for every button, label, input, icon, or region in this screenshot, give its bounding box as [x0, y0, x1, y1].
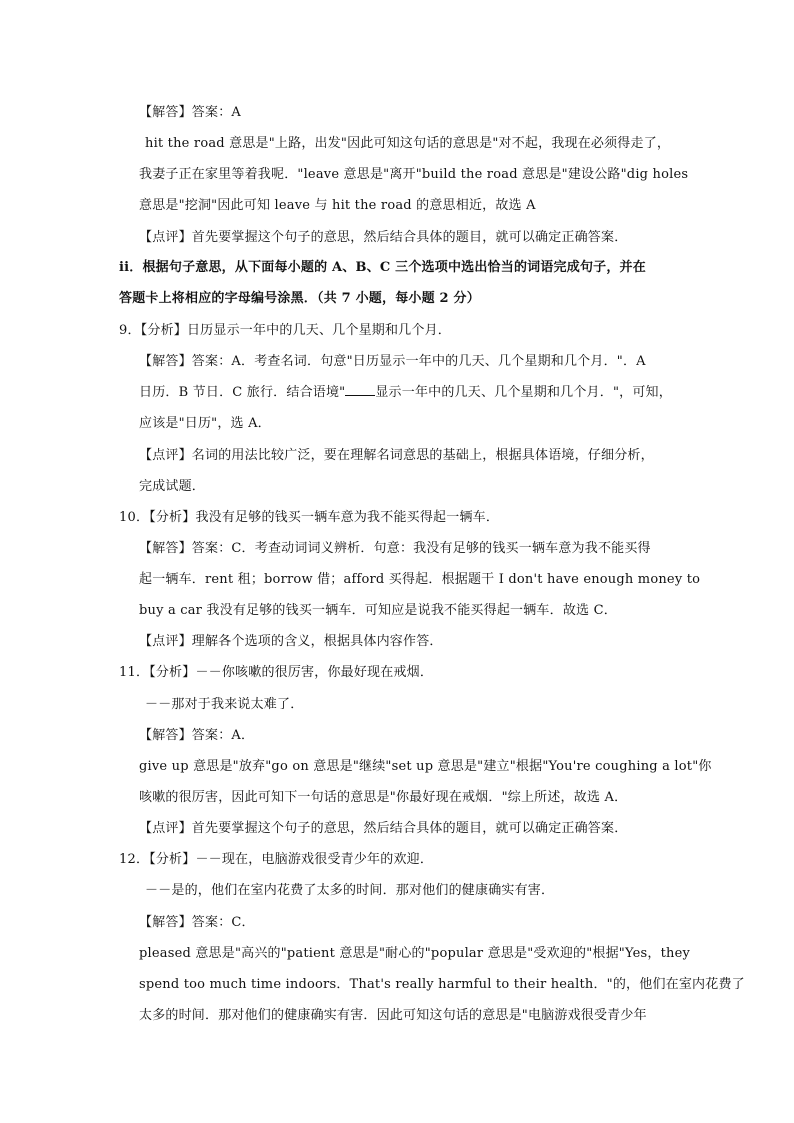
question-analysis: 9．【分析】日历显示一年中的几天、几个星期和几个月．	[119, 323, 451, 338]
answer-line: 【解答】答案：C．	[139, 915, 255, 930]
dialogue-line: －－是的，他们在室内花费了太多的时间．那对他们的健康确实有害．	[145, 883, 555, 898]
answer-line: 【解答】答案：A．	[139, 728, 255, 743]
comment-line: 【点评】理解各个选项的含义，根据具体内容作答．	[139, 634, 443, 649]
question-analysis: 10．【分析】我没有足够的钱买一辆车意为我不能买得起一辆车．	[119, 510, 500, 525]
question-analysis: 12．【分析】－－现在，电脑游戏很受青少年的欢迎．	[119, 852, 434, 867]
explanation-line: 太多的时间．那对他们的健康确实有害．因此可知这句话的意思是"电脑游戏很受青少年	[139, 1008, 647, 1023]
explanation-line: give up 意思是"放弃"go on 意思是"继续"set up 意思是"建立"根据"You're coughing a lot"你	[139, 759, 712, 774]
explanation-line: 起一辆车．rent 租；borrow 借；afford 买得起．根据题干 I don't have enough money to	[139, 572, 701, 587]
section-heading: ii．根据句子意思，从下面每小题的 A、B、C 三个选项中选出恰当的词语完成句子，并在	[119, 260, 646, 275]
answer-line: 【解答】答案：A．考查名词．句意"日历显示一年中的几天、几个星期和几个月．"．A	[139, 354, 646, 369]
explanation-line: hit the road 意思是"上路，出发"因此可知这句话的意思是"对不起，我现在必须得走了，	[145, 136, 671, 151]
explanation-line: 我妻子正在家里等着我呢．"leave 意思是"离开"build the road 意思是"建设公路"dig holes	[139, 167, 689, 182]
explanation-text: 日历．B 节日．C 旅行．结合语境"	[139, 385, 346, 400]
dialogue-line: －－那对于我来说太难了．	[145, 697, 304, 712]
comment-line: 完成试题．	[139, 479, 206, 494]
blank-underline	[345, 383, 375, 396]
answer-line: 【解答】答案：C．考查动词词义辨析．句意：我没有足够的钱买一辆车意为我不能买得	[139, 541, 651, 556]
explanation-line: 咳嗽的很厉害，因此可知下一句话的意思是"你最好现在戒烟．"综上所述，故选 A．	[139, 790, 628, 805]
explanation-line	[139, 383, 672, 403]
explanation-text: 显示一年中的几天、几个星期和几个月．"，可知，	[375, 385, 672, 400]
comment-line: 【点评】名词的用法比较广泛，要在理解名词意思的基础上，根据具体语境，仔细分析，	[139, 448, 654, 463]
comment-line: 【点评】首先要掌握这个句子的意思，然后结合具体的题目，就可以确定正确答案．	[139, 821, 628, 836]
section-heading: 答题卡上将相应的字母编号涂黑．（共 7 小题，每小题 2 分）	[119, 291, 480, 306]
explanation-line: buy a car 我没有足够的钱买一辆车．可知应是说我不能买得起一辆车．故选 C．	[139, 603, 617, 618]
question-analysis: 11．【分析】－－你咳嗽的很厉害，你最好现在戒烟．	[119, 665, 434, 680]
explanation-line: spend too much time indoors．That's really harmful to their health．"的，他们在室内花费了	[139, 977, 745, 992]
comment-line: 【点评】首先要掌握这个句子的意思，然后结合具体的题目，就可以确定正确答案．	[139, 230, 628, 245]
answer-line: 【解答】答案：A	[139, 105, 241, 120]
explanation-line: pleased 意思是"高兴的"patient 意思是"耐心的"popular 意思是"受欢迎的"根据"Yes，they	[139, 946, 691, 961]
explanation-line: 应该是"日历"，选 A．	[139, 416, 271, 431]
explanation-line: 意思是"挖洞"因此可知 leave 与 hit the road 的意思相近，故选 A	[139, 198, 536, 213]
